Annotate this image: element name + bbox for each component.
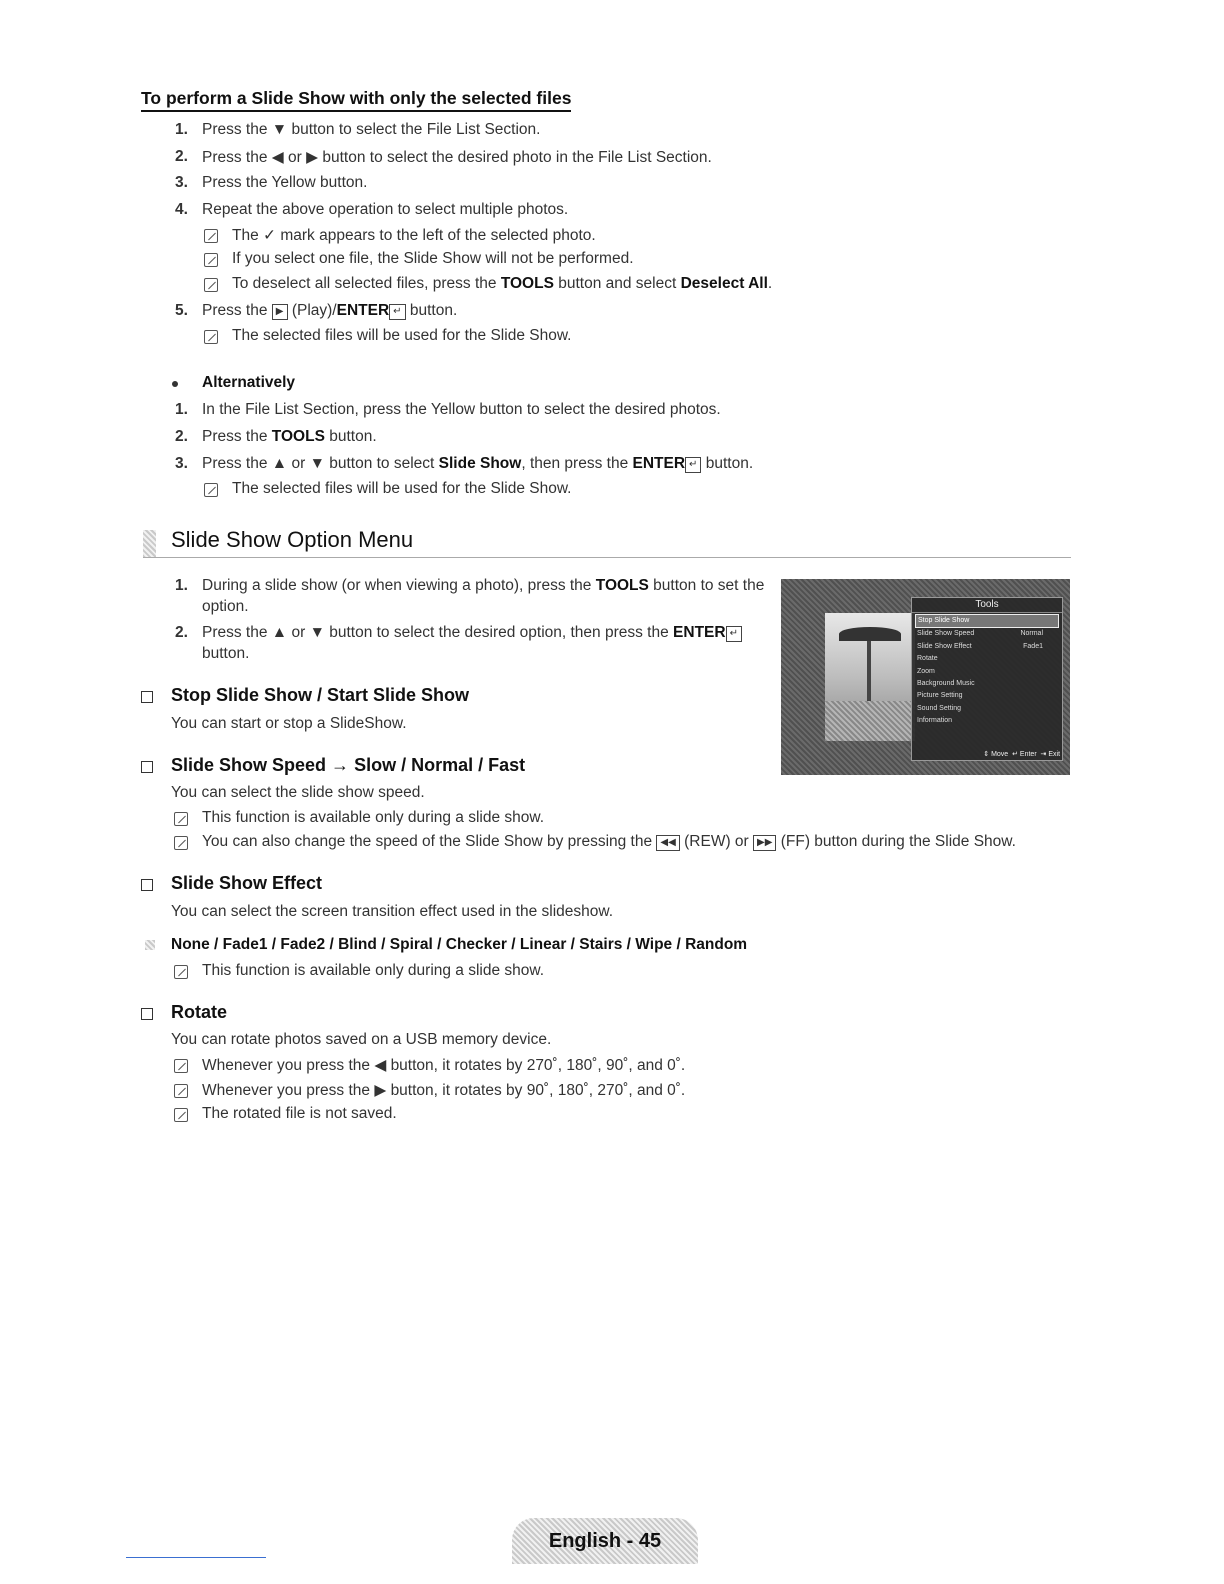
note-text: If you select one file, the Slide Show will not be performed. — [232, 250, 634, 267]
step-number: 4. — [175, 201, 188, 218]
step-number: 2. — [175, 428, 188, 445]
note-icon — [204, 330, 218, 344]
note-icon — [174, 812, 188, 826]
note-text: You can also change the speed of the Slide Show by pressing the ◀◀ (REW) or ▶▶ (FF) button during the Slide Show. — [202, 833, 1016, 850]
tools-menu-item-label: Information — [917, 717, 953, 725]
tools-menu-item-label: Picture Setting — [917, 692, 963, 700]
option-bullet-icon — [145, 940, 155, 950]
note-text: Whenever you press the ◀ button, it rotates by 270˚, 180˚, 90˚, and 0˚. — [202, 1057, 686, 1074]
note-icon — [174, 836, 188, 850]
tools-menu-item[interactable] — [915, 641, 1059, 653]
subsection-desc: You can select the slide show speed. — [171, 784, 425, 801]
step-text: In the File List Section, press the Yellow button to select the desired photos. — [202, 401, 721, 418]
note-text: To deselect all selected files, press the TOOLS button and select Deselect All. — [232, 275, 773, 292]
page-number: English - 45 — [512, 1518, 698, 1564]
checkbox-icon — [141, 879, 153, 891]
enter-key-icon: ↵ — [389, 304, 405, 320]
note-text: The ✓ mark appears to the left of the selected photo. — [232, 227, 596, 244]
tools-menu-item-label: Slide Show Speed — [917, 630, 975, 638]
step-number: 1. — [175, 121, 188, 138]
step-text-cont: option. — [202, 598, 249, 615]
tools-menu — [911, 597, 1063, 761]
step-number: 5. — [175, 302, 188, 319]
enter-key-icon: ↵ — [726, 626, 742, 642]
tools-menu-item-label: Stop Slide Show — [918, 617, 970, 624]
exit-icon: ⇥ — [1040, 751, 1047, 758]
alt-label: Alternatively — [202, 374, 296, 391]
subsection-title: Rotate — [171, 1002, 228, 1022]
step-number: 2. — [175, 624, 188, 641]
up-arrow-icon: ▲ — [271, 624, 288, 641]
note-icon — [204, 229, 218, 243]
step-number: 1. — [175, 401, 188, 418]
note-icon — [174, 1084, 188, 1098]
down-arrow-icon: ▼ — [271, 121, 288, 138]
subsection-desc: You can select the screen transition effect used in the slideshow. — [171, 903, 614, 920]
subsection-desc: You can start or stop a SlideShow. — [171, 715, 407, 732]
left-arrow-icon: ◀ — [271, 149, 284, 166]
note-text: This function is available only during a slide show. — [202, 962, 545, 979]
tools-menu-item-label: Zoom — [917, 667, 935, 675]
step-text: Press the TOOLS button. — [202, 428, 377, 445]
note-icon — [204, 278, 218, 292]
subsection-desc: You can rotate photos saved on a USB memory device. — [171, 1031, 552, 1048]
step-number: 3. — [175, 455, 188, 472]
tools-menu-item[interactable] — [915, 614, 1059, 628]
tools-menu-footer: ⇕ Move ↵ Enter ⇥ Exit — [983, 751, 1061, 758]
heading-marker-icon — [143, 530, 156, 557]
rew-key-icon: ◀◀ — [656, 835, 679, 851]
tools-menu-item[interactable] — [915, 678, 1059, 690]
tools-menu-item-label: Slide Show Effect — [917, 642, 972, 650]
up-arrow-icon: ▲ — [271, 455, 288, 472]
note-text: The rotated file is not saved. — [202, 1105, 397, 1122]
step-number: 3. — [175, 174, 188, 191]
ff-key-icon: ▶▶ — [753, 835, 776, 851]
photo-image — [825, 613, 915, 741]
tv-screenshot — [781, 579, 1070, 775]
tools-menu-item-label: Background Music — [917, 679, 975, 687]
tools-menu-item-label: Rotate — [917, 655, 938, 663]
note-icon — [204, 483, 218, 497]
note-icon — [174, 1059, 188, 1073]
step-text: Press the ▲ or ▼ button to select Slide Show, then press the ENTER ↵ button. — [202, 455, 754, 472]
tools-menu-item-value: Fade1 — [1023, 642, 1043, 650]
step-text: Press the ▶ (Play)/ENTER ↵ button. — [202, 302, 458, 319]
footer-rule — [126, 1557, 266, 1558]
down-arrow-icon: ▼ — [309, 455, 325, 472]
down-arrow-icon: ▼ — [309, 624, 325, 641]
note-text: The selected files will be used for the Slide Show. — [232, 480, 572, 497]
checkbox-icon — [141, 691, 153, 703]
note-text: This function is available only during a slide show. — [202, 809, 545, 826]
right-arrow-icon: ▶ — [306, 149, 319, 166]
tools-menu-item-value: Normal — [1020, 630, 1043, 638]
tools-menu-item-label: Sound Setting — [917, 704, 961, 712]
step-text: Repeat the above operation to select multiple photos. — [202, 201, 569, 218]
effect-options: None / Fade1 / Fade2 / Blind / Spiral / Checker / Linear / Stairs / Wipe / Random — [171, 936, 748, 953]
move-icon: ⇕ — [983, 751, 990, 758]
bullet-icon — [172, 381, 178, 387]
step-number: 1. — [175, 577, 188, 594]
step-number: 2. — [175, 148, 188, 165]
checkbox-icon — [141, 761, 153, 773]
tools-menu-item[interactable] — [915, 666, 1059, 678]
subsection-title: Slide Show Effect — [171, 873, 323, 893]
section-heading: To perform a Slide Show with only the selected files — [141, 88, 571, 112]
page-title: Slide Show Option Menu — [171, 527, 414, 552]
checkbox-icon — [141, 1008, 153, 1020]
note-text: Whenever you press the ▶ button, it rotates by 90˚, 180˚, 270˚, and 0˚. — [202, 1082, 686, 1099]
tools-menu-item[interactable] — [915, 628, 1059, 640]
enter-key-icon: ↵ — [1012, 751, 1018, 758]
tools-menu-title: Tools — [912, 598, 1062, 613]
right-arrow-icon: ▶ — [374, 1082, 387, 1099]
tools-menu-item[interactable] — [915, 690, 1059, 702]
tools-menu-item[interactable] — [915, 653, 1059, 665]
step-text: Press the ▲ or ▼ button to select the desired option, then press the ENTER ↵ — [202, 624, 742, 642]
step-text: Press the ◀ or ▶ button to select the desired photo in the File List Section. — [202, 149, 712, 166]
step-text: During a slide show (or when viewing a photo), press the TOOLS button to set the — [202, 577, 765, 594]
step-text-cont: button. — [202, 645, 250, 662]
note-icon — [204, 253, 218, 267]
note-icon — [174, 965, 188, 979]
left-arrow-icon: ◀ — [374, 1057, 387, 1074]
enter-key-icon: ↵ — [685, 457, 701, 473]
heading-divider — [143, 557, 1071, 558]
subsection-title: Slide Show Speed → Slow / Normal / Fast — [171, 755, 526, 775]
checkmark-icon: ✓ — [263, 227, 277, 244]
note-text: The selected files will be used for the Slide Show. — [232, 327, 572, 344]
tools-menu-item[interactable] — [915, 715, 1059, 727]
subsection-title: Stop Slide Show / Start Slide Show — [171, 685, 470, 705]
tools-menu-item[interactable] — [915, 703, 1059, 715]
step-text: Press the ▼ button to select the File List Section. — [202, 121, 541, 138]
step-text: Press the Yellow button. — [202, 174, 368, 191]
note-icon — [174, 1108, 188, 1122]
play-key-icon: ▶ — [272, 304, 288, 320]
